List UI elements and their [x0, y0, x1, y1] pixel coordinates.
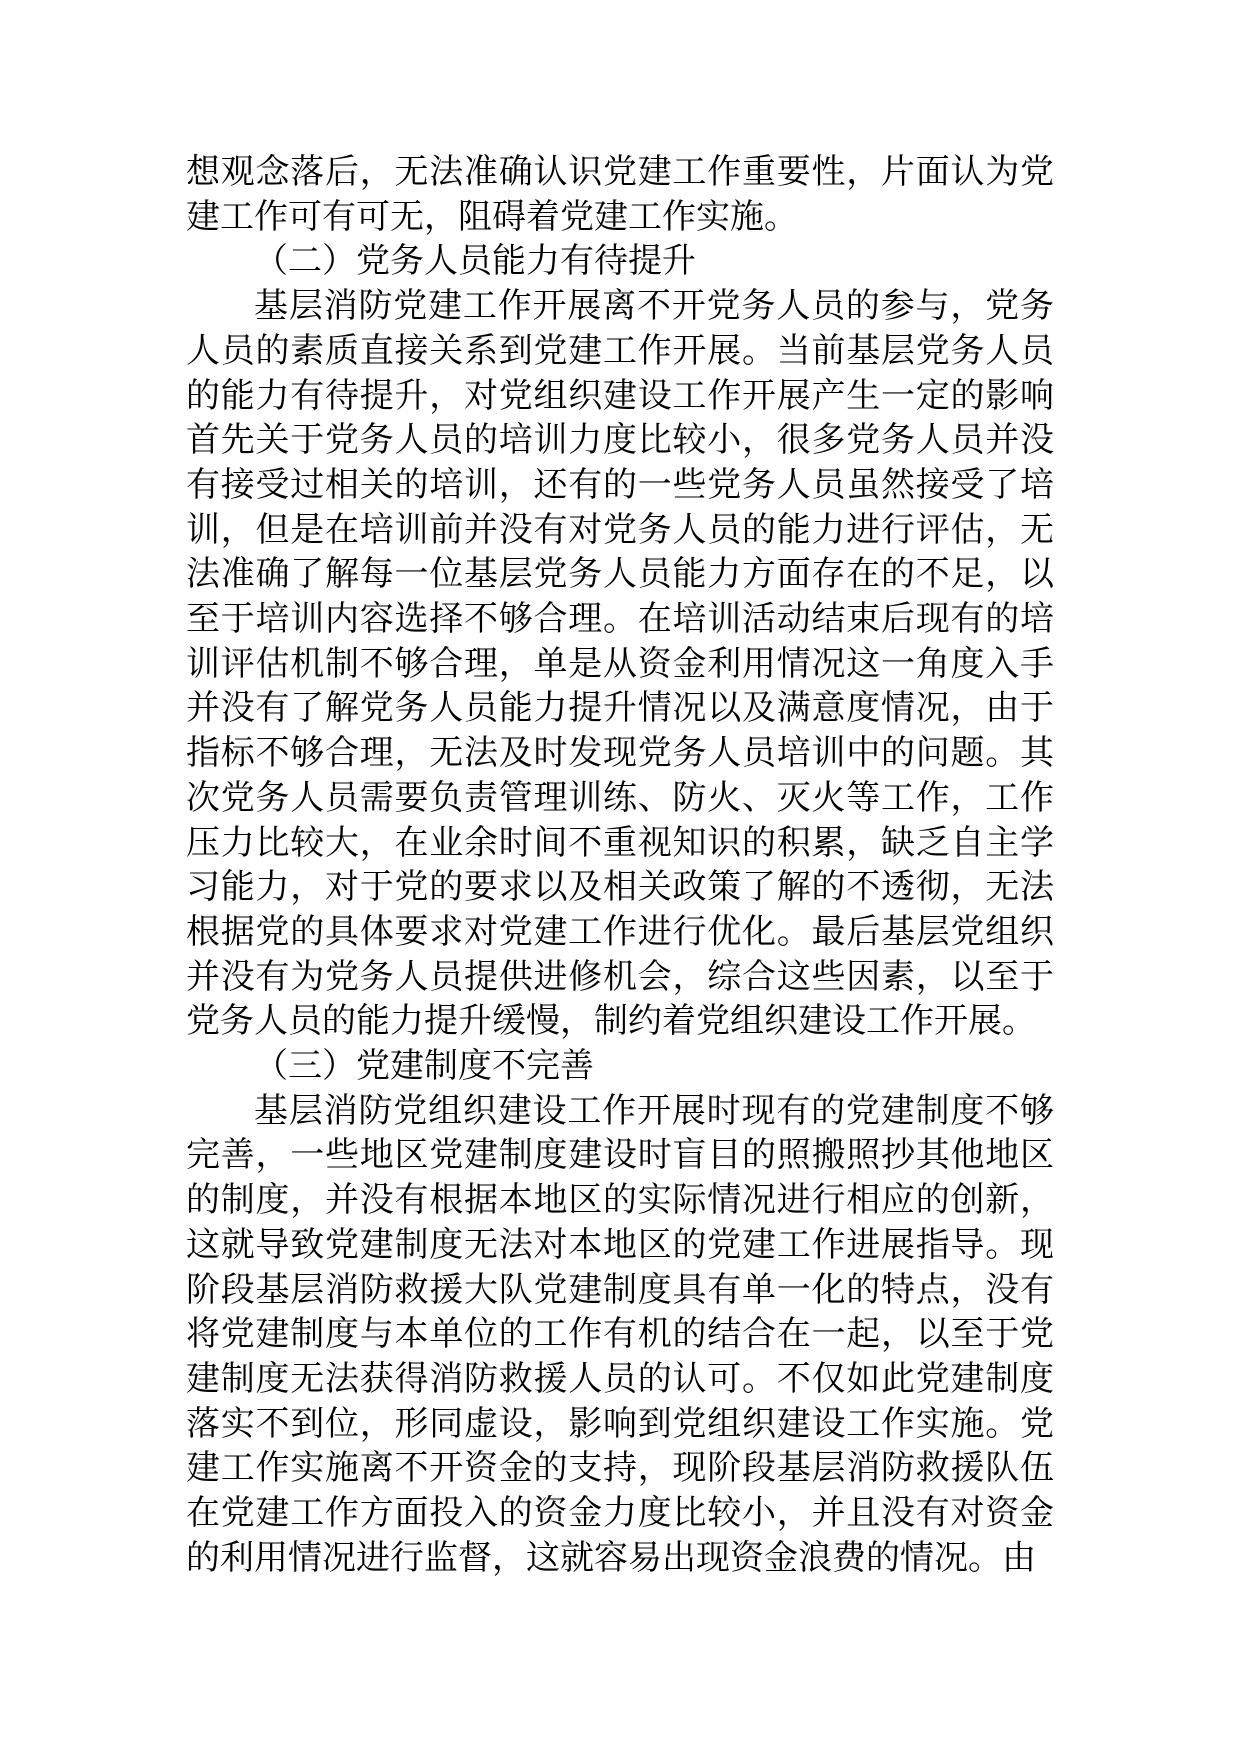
paragraph-continuation: 想观念落后，无法准确认识党建工作重要性，片面认为党建工作可有可无，阻碍着党建工作实施。 [186, 152, 1054, 237]
paragraph-staff-capability: 基层消防党建工作开展离不开党务人员的参与，党务人员的素质直接关系到党建工作开展。当前基层党务人员的能力有待提升，对党组织建设工作开展产生一定的影响首先关于党务人员的培训力度比较小，很多党务人员并没有接受过相关的培训，还有的一些党务人员虽然接受了培训，但是在培训前并没有对党务人员的能力进行评估，无法准确了解每一位基层党务人员能力方面存在的不足，以至于培训内容选择不够合理。在培训活动结束后现有的培训评估机制不够合理，单是从资金利用情况这一角度入手并没有了解党务人员能力提升情况以及满意度情况，由于指标不够合理，无法及时发现党务人员培训中的问题。其次党务人员需要负责管理训练、防火、灭火等工作，工作压力比较大，在业余时间不重视知识的积累，缺乏自主学习能力，对于党的要求以及相关政策了解的不透彻，无法根据党的具体要求对党建工作进行优化。最后基层党组织并没有为党务人员提供进修机会，综合这些因素，以至于党务人员的能力提升缓慢，制约着党组织建设工作开展。 [186, 286, 1054, 1042]
section-heading-2: （二）党务人员能力有待提升 [254, 241, 696, 282]
section-heading-3: （三）党建制度不完善 [254, 1046, 594, 1087]
document-body [186, 150, 1054, 1581]
paragraph-party-system: 基层消防党组织建设工作开展时现有的党建制度不够完善，一些地区党建制度建设时盲目的照搬照抄其他地区的制度，并没有根据本地区的实际情况进行相应的创新，这就导致党建制度无法对本地区的党建工作进展指导。现阶段基层消防救援大队党建制度具有单一化的特点，没有将党建制度与本单位的工作有机的结合在一起，以至于党建制度无法获得消防救援人员的认可。不仅如此党建制度落实不到位，形同虚设，影响到党组织建设工作实施。党建工作实施离不开资金的支持，现阶段基层消防救援队伍在党建工作方面投入的资金力度比较小，并且没有对资金的利用情况进行监督，这就容易出现资金浪费的情况。由 [186, 1090, 1054, 1578]
